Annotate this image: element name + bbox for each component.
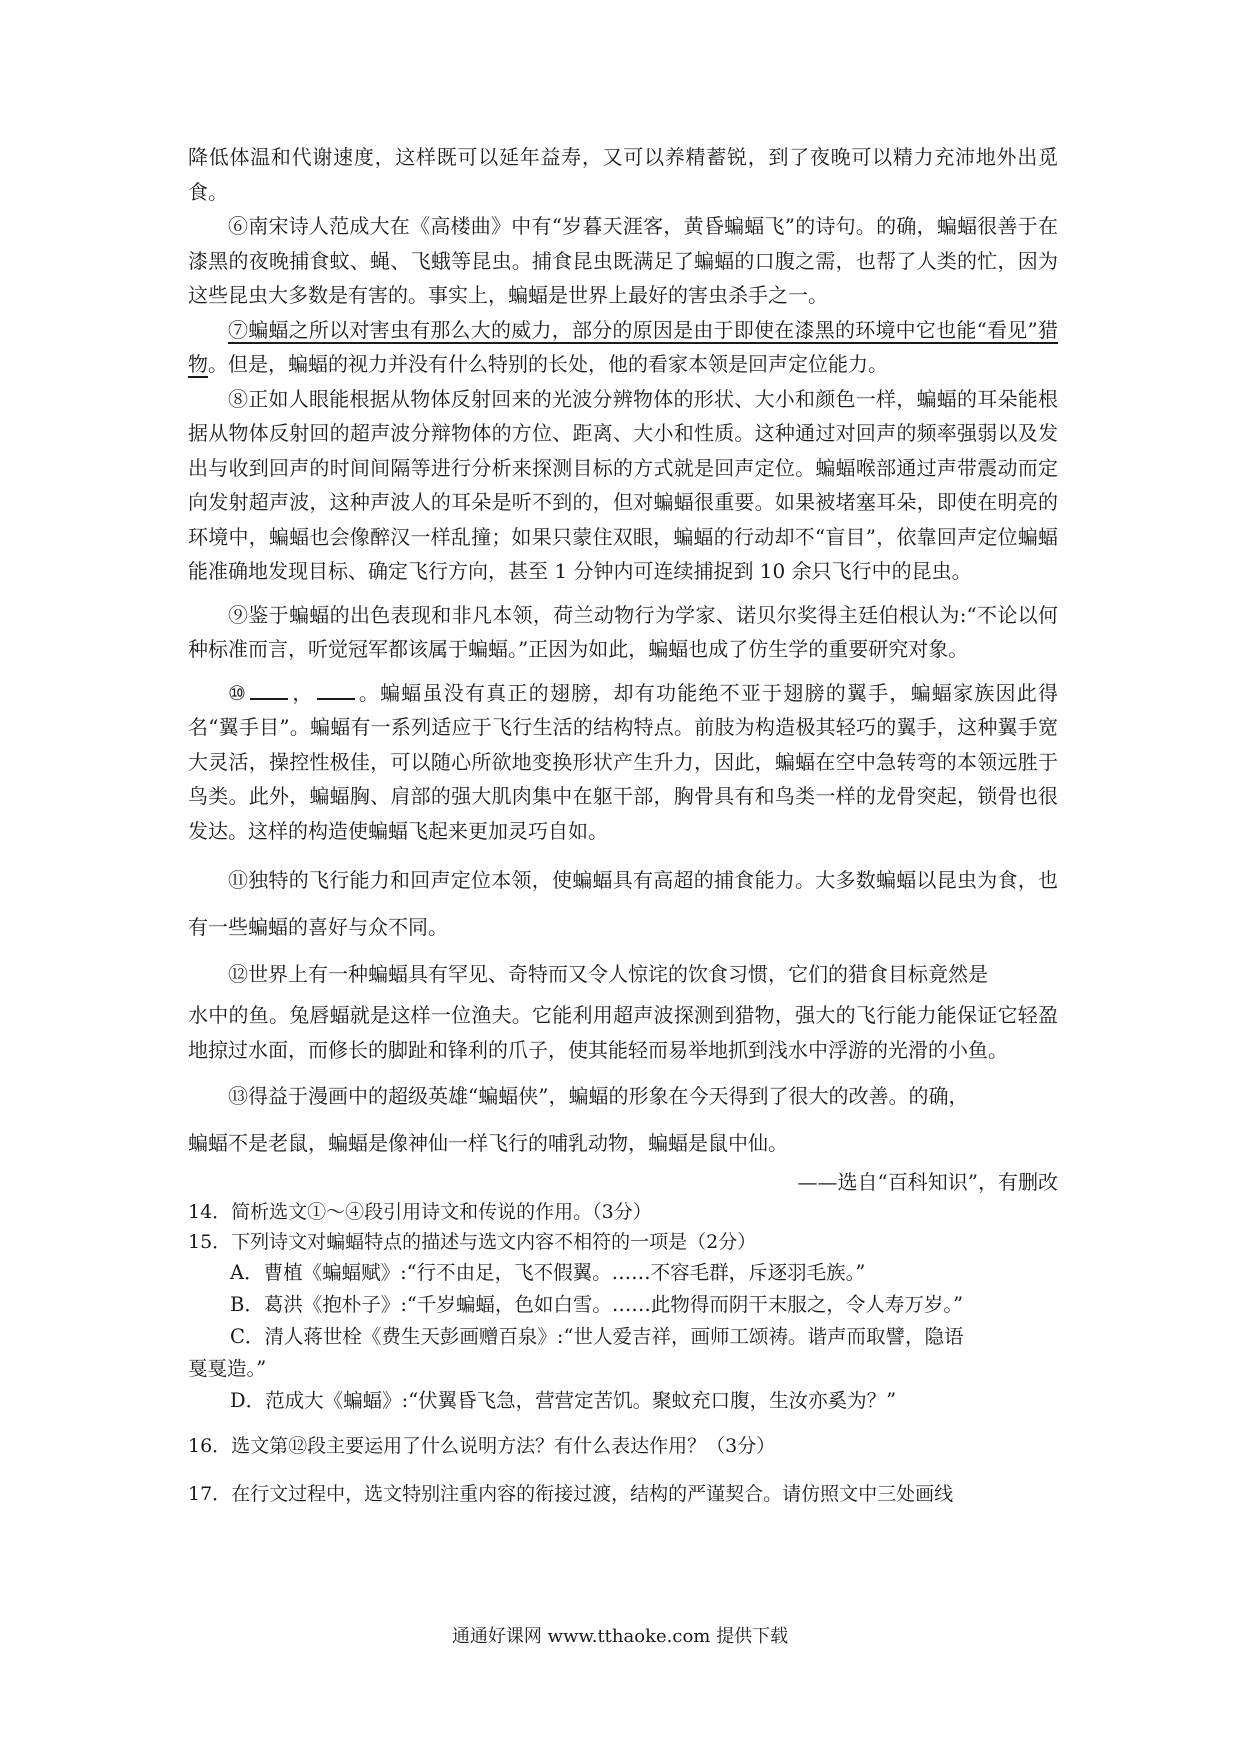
paragraph-6: ⑥南宋诗人范成大在《高楼曲》中有“岁暮天涯客，黄昏蝙蝠飞”的诗句。的确，蝙蝠很善于在漆黑的夜晚捕食蚊、蝇、飞蛾等昆虫。捕食昆虫既满足了蝙蝠的口腹之需，也帮了人类的忙，因为这些昆虫大多数是有害的。事实上，蝙蝠是世界上最好的害虫杀手之一。 (188, 214, 1058, 307)
paragraph-10-number: ⑩ (228, 680, 248, 705)
blank-separator: ， (291, 680, 314, 705)
source-citation: ——选自“百科知识”，有删改 (797, 1170, 1058, 1194)
paragraph-13-line1: ⑬得益于漫画中的超级英雄“蝙蝠侠”，蝙蝠的形象在今天得到了很大的改善。的确， (228, 1084, 969, 1108)
exam-page (188, 140, 1058, 1509)
question-15-option-c: C．清人蒋世栓《费生天彭画赠百泉》:“世人爱吉祥，画师工颂祷。谐声而取譬，隐语 (230, 1325, 964, 1348)
paragraph-7 (188, 313, 1058, 382)
fill-blank-1[interactable] (250, 680, 288, 700)
paragraph-9: ⑨鉴于蝙蝠的出色表现和非凡本领，荷兰动物行为学家、诺贝尔奖得主廷伯根认为:“不论以何种标准而言，听觉冠军都该属于蝙蝠。”正因为如此，蝙蝠也成了仿生学的重要研究对象。 (188, 602, 1058, 661)
question-16: 16．选文第⑫段主要运用了什么说明方法？有什么表达作用？（3分） (188, 1435, 776, 1457)
paragraph-10-rest: 。蝙蝠虽没有真正的翅膀，却有功能绝不亚于翅膀的翼手，蝙蝠家族因此得名“翼手目”。蝙蝠有一系列适应于飞行生活的结构特点。前肢为构造极其轻巧的翼手，这种翼手宽大灵活，操控性极佳，可以随心所欲地变换形状产生升力，因此，蝙蝠在空中急转弯的本领远胜于鸟类。此外，蝙蝠胸、肩部的强大肌肉集中在躯干部，胸骨具有和鸟类一样的龙骨突起，锁骨也很发达。这样的构造使蝙蝠飞起来更加灵巧自如。 (188, 680, 1058, 843)
question-15-option-a: A．曹植《蝙蝠赋》:“行不由足，飞不假翼。……不容毛群，斥逐羽毛族。” (230, 1261, 866, 1284)
paragraph-8: ⑧正如人眼能根据从物体反射回来的光波分辨物体的形状、大小和颜色一样，蝙蝠的耳朵能根据从物体反射回的超声波分辩物体的方位、距离、大小和性质。这种通过对回声的频率强弱以及发出与收到回声的时间间隔等进行分析来探测目标的方式就是回声定位。蝙蝠喉部通过声带震动而定向发射超声波，这种声波人的耳朵是听不到的，但对蝙蝠很重要。如果被堵塞耳朵，即使在明亮的环境中，蝙蝠也会像醉汉一样乱撞；如果只蒙住双眼，蝙蝠的行动却不“盲目”，依靠回声定位蝙蝠能准确地发现目标、确定飞行方向，甚至 1 分钟内可连续捕捉到 10 余只飞行中的昆虫。 (188, 386, 1058, 583)
paragraph-5-continuation: 降低体温和代谢速度，这样既可以延年益寿，又可以养精蓄锐，到了夜晚可以精力充沛地外出觅食。 (188, 145, 1058, 204)
paragraph-7-rest: 。但是，蝙蝠的视力并没有什么特别的长处，他的看家本领是回声定位能力。 (208, 352, 888, 376)
question-15-option-d: D．范成大《蝙蝠》:“伏翼昏飞急，营营定苦饥。聚蚊充口腹，生汝亦奚为？” (230, 1389, 897, 1412)
paragraph-12-line1: ⑫世界上有一种蝙蝠具有罕见、奇特而又令人惊诧的饮食习惯，它们的猎食目标竟然是 (228, 962, 988, 986)
paragraph-11: ⑪独特的飞行能力和回声定位本领，使蝙蝠具有高超的捕食能力。大多数蝙蝠以昆虫为食，也有一些蝙蝠的喜好与众不同。 (188, 868, 1058, 939)
fill-blank-2[interactable] (317, 680, 355, 700)
page-footer: 通通好课网 www.tthaoke.com 提供下载 (451, 1626, 789, 1647)
question-14: 14．简析选文①～④段引用诗文和传说的作用。（3分） (188, 1201, 652, 1223)
underlined-sentence: ⑦蝙蝠之所以对害虫有那么大的威力，部分的原因是由于即使在漆黑的环境中它也能“看见”猎物 (188, 317, 1058, 376)
paragraph-10 (188, 676, 1058, 849)
paragraph-12-rest: 水中的鱼。兔唇蝠就是这样一位渔夫。它能利用超声波探测到猎物，强大的飞行能力能保证它轻盈地掠过水面，而修长的脚趾和锋利的爪子，使其能轻而易举地抓到浅水中浮游的光滑的小鱼。 (188, 1003, 1058, 1062)
question-17: 17．在行文过程中，选文特别注重内容的衔接过渡，结构的严谨契合。请仿照文中三处画线 (188, 1483, 954, 1505)
question-15-option-c-cont: 戛戛造。” (188, 1357, 267, 1380)
question-15: 15．下列诗文对蝙蝠特点的描述与选文内容不相符的一项是（2分） (188, 1231, 757, 1253)
paragraph-13-rest: 蝙蝠不是老鼠，蝙蝠是像神仙一样飞行的哺乳动物，蝙蝠是鼠中仙。 (188, 1131, 788, 1155)
question-15-option-b: B．葛洪《抱朴子》:“千岁蝙蝠，色如白雪。……此物得而阴干末服之，令人寿万岁。” (230, 1293, 964, 1316)
